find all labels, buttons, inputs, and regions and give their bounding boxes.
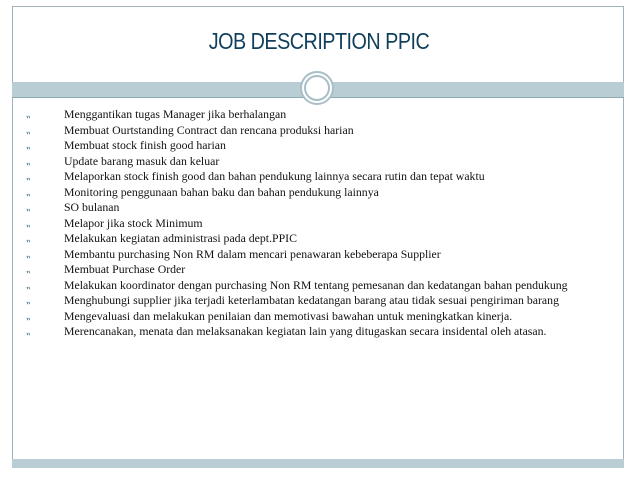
- list-item: [24, 185, 612, 201]
- list-item: [24, 154, 612, 170]
- list-item: [24, 169, 612, 185]
- list-item: [24, 309, 612, 325]
- list-item-text: Membuat stock finish good harian: [64, 138, 226, 152]
- list-item-text: Menggantikan tugas Manager jika berhalangan: [64, 107, 287, 121]
- list-item-text: Membuat Ourtstanding Contract dan rencana produksi harian: [64, 122, 354, 137]
- list-item: [24, 324, 612, 340]
- list-item-text: Monitoring penggunaan bahan baku dan bahan pendukung lainnya: [64, 184, 379, 199]
- open-quote-bullet-icon: ⹂: [26, 233, 31, 244]
- list-item-text: Mengevaluasi dan melakukan penilaian dan memotivasi bawahan untuk meningkatkan kinerja.: [64, 308, 513, 323]
- list-item-text: Menghubungi supplier jika terjadi keterlambatan kedatangan barang atau tidak sesuai pengiriman barang: [64, 293, 559, 307]
- open-quote-bullet-icon: ⹂: [26, 279, 31, 291]
- list-item-text: Melakukan koordinator dengan purchasing Non RM tentang pemesanan dan kedatangan bahan pendukung: [64, 277, 568, 292]
- job-description-list: [24, 107, 612, 340]
- list-item-text: Update barang masuk dan keluar: [64, 153, 220, 168]
- list-item: [24, 278, 612, 294]
- list-item: [24, 293, 612, 309]
- list-item: [24, 247, 612, 263]
- list-item-text: Melapor jika stock Minimum: [64, 215, 203, 230]
- open-quote-bullet-icon: ⹂: [26, 186, 31, 198]
- list-item: [24, 216, 612, 232]
- list-item-text: Melaporkan stock finish good dan bahan pendukung lainnya secara rutin dan tepat waktu: [64, 169, 485, 183]
- list-item: [24, 262, 612, 278]
- list-item-text: Melakukan kegiatan administrasi pada dept.PPIC: [64, 231, 297, 245]
- list-item-text: Membuat Purchase Order: [64, 262, 186, 276]
- open-quote-bullet-icon: ⹂: [26, 202, 31, 213]
- list-item: [24, 123, 612, 139]
- open-quote-bullet-icon: ⹂: [26, 248, 31, 260]
- list-item: [24, 200, 612, 216]
- list-item-text: SO bulanan: [64, 200, 120, 214]
- open-quote-bullet-icon: ⹂: [26, 140, 31, 151]
- open-quote-bullet-icon: ⹂: [26, 217, 31, 229]
- open-quote-bullet-icon: ⹂: [26, 295, 31, 306]
- open-quote-bullet-icon: ⹂: [26, 109, 31, 120]
- open-quote-bullet-icon: ⹂: [26, 155, 31, 167]
- list-item: [24, 138, 612, 154]
- open-quote-bullet-icon: ⹂: [26, 264, 31, 275]
- footer-band: [12, 459, 624, 468]
- page-title: JOB DESCRIPTION PPIC: [208, 28, 430, 54]
- list-item: [24, 231, 612, 247]
- list-item: [24, 107, 612, 123]
- open-quote-bullet-icon: ⹂: [26, 171, 31, 182]
- list-item-text: Merencanakan, menata dan melaksanakan kegiatan lain yang ditugaskan secara insidental oleh atasan.: [64, 324, 547, 338]
- open-quote-bullet-icon: ⹂: [26, 310, 31, 322]
- open-quote-bullet-icon: ⹂: [26, 124, 31, 136]
- circle-ornament-inner-icon: [304, 75, 330, 101]
- open-quote-bullet-icon: ⹂: [26, 326, 31, 337]
- list-item-text: Membantu purchasing Non RM dalam mencari penawaran kebeberapa Supplier: [64, 246, 441, 261]
